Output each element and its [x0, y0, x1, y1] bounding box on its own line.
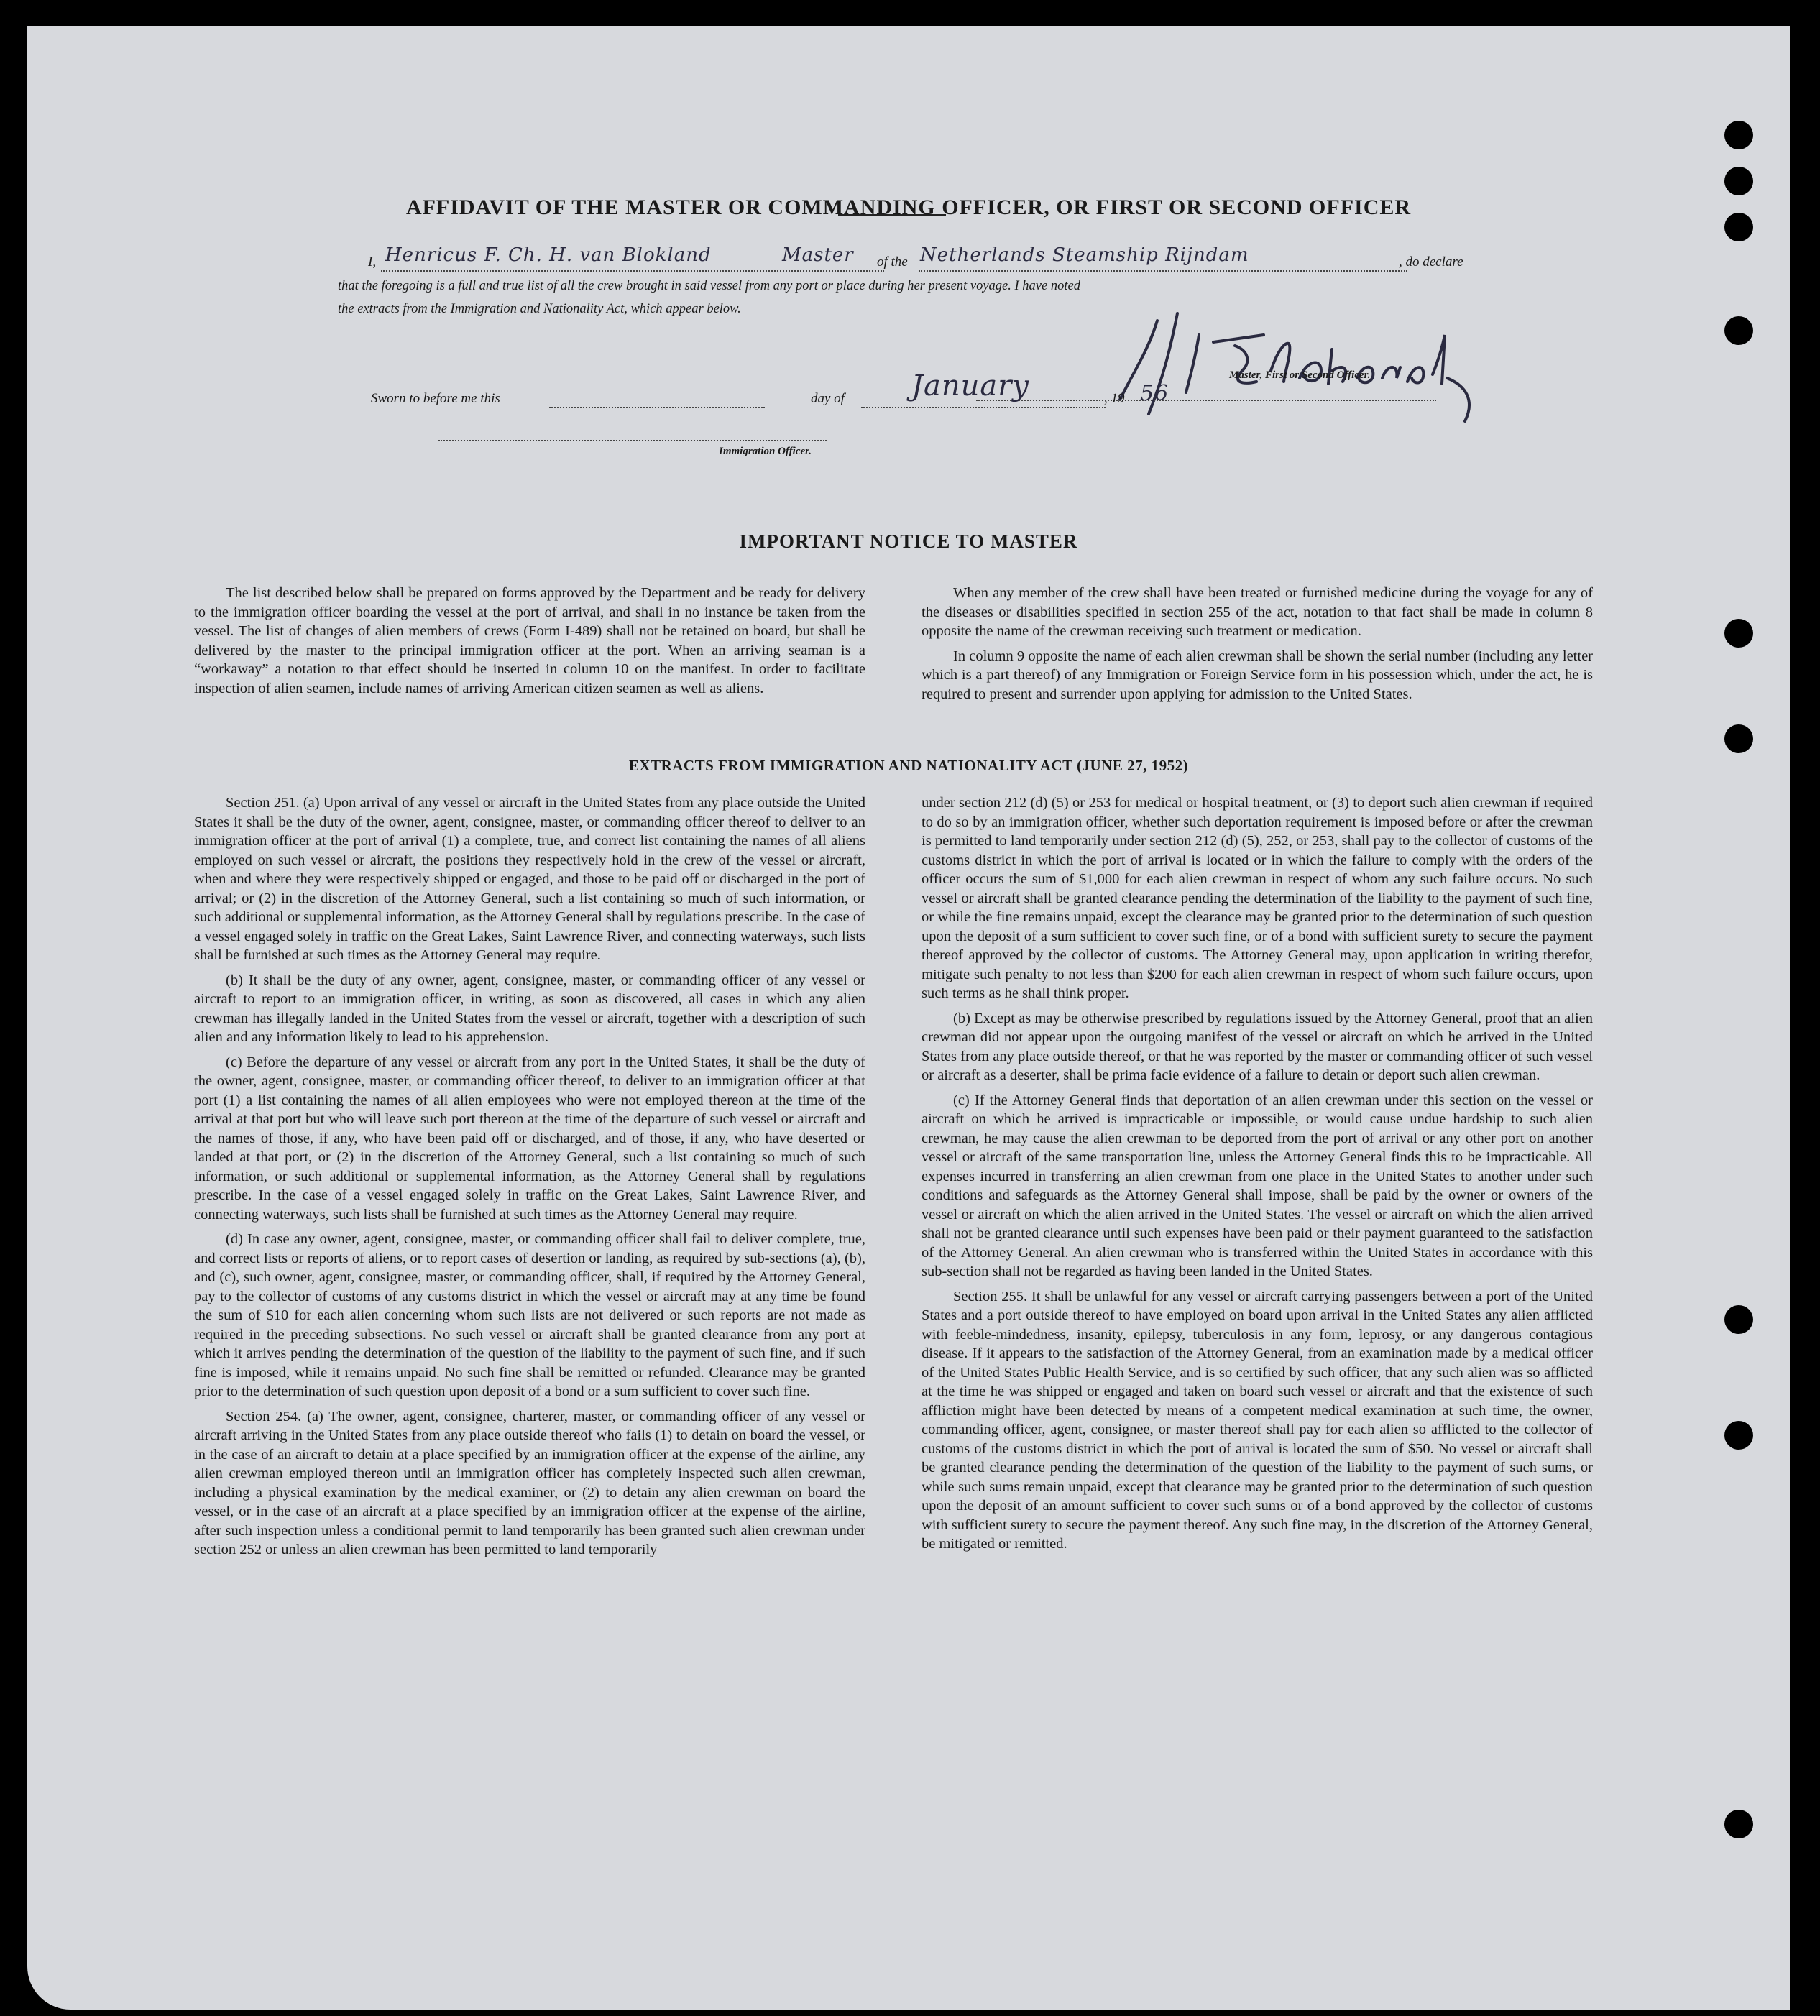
- notice-right-column: [922, 584, 1593, 709]
- section-paragraph: (d) In case any owner, agent, consignee, master, or commanding officer shall fail to deliver complete, true, and correct lists or reports of aliens, or to report cases of desertion or landing, as required by sub-sections (a), (b), and (c), such owner, agent, consignee, master, or commanding officer, shall, if required by the Attorney General, pay to the collector of customs of any customs district in which the vessel or aircraft may at any time be found the sum of $10 for each alien concerning whom such lists are not delivered or such reports are not made as required in the preceding subsections. No such vessel or aircraft shall be granted clearance from any port at which it arrives pending the determination of the question of the liability to the payment of such fine, and if such fine is imposed, while it remains unpaid. No such fine shall be remitted or refunded. Clearance may be granted prior to the determination of such question upon deposit of a bond or a sum sufficient to cover such fine.: [194, 1231, 865, 1399]
- notice-title: IMPORTANT NOTICE TO MASTER: [739, 530, 1078, 552]
- extracts-title: EXTRACTS FROM IMMIGRATION AND NATIONALITY ACT (JUNE 27, 1952): [628, 757, 1189, 774]
- sworn-day-line: [549, 407, 765, 408]
- extracts-right-column: [922, 793, 1593, 1560]
- declare-text: , do declare: [1399, 254, 1463, 270]
- vessel-name: Netherlands Steamship Rijndam: [920, 244, 1249, 266]
- section-paragraph: Section 251. (a) Upon arrival of any vessel or aircraft in the United States from any place outside the United States it shall be the duty of the owner, agent, consignee, master, or commanding officer thereof to deliver to an immigration officer at the port of arrival (1) a complete, true, and correct list containing the names of all aliens employed on such vessel or aircraft, the positions they respectively hold in the crew of the vessel or aircraft, when and where they were respectively shipped or engaged, and those to be paid off or discharged in the port of arrival; or (2) in the discretion of the Attorney General, such a list containing so much of such information, or such additional or supplemental information, as the Attorney General shall by regulations prescribe. In the case of a vessel engaged solely in traffic on the Great Lakes, Saint Lawrence River, and connecting waterways, such lists shall be furnished at such times as the Attorney General may require.: [194, 795, 865, 963]
- day-of-label: day of: [811, 391, 845, 406]
- sworn-label: Sworn to before me this: [371, 391, 500, 406]
- affidavit-line-2: that the foregoing is a full and true list of all the crew brought in said vessel from any port or place during her present voyage. I have noted: [338, 279, 1080, 293]
- affidavit-line-3: the extracts from the Immigration and Nationality Act, which appear below.: [338, 302, 741, 316]
- master-name: Henricus F. Ch. H. van Blokland: [385, 244, 712, 266]
- of-the-label: of the: [877, 254, 908, 270]
- section-paragraph: (b) It shall be the duty of any owner, agent, consignee, master, or commanding officer of any vessel or aircraft to report to an immigration officer, in writing, as soon as discovered, all cases in which any alien crewman has illegally landed in the United States from the vessel or aircraft, together with a description of such alien and any information likely to lead to his apprehension.: [194, 972, 865, 1045]
- punch-hole: [1724, 167, 1753, 195]
- punch-hole: [1724, 316, 1753, 345]
- year-handwritten: 56: [1140, 381, 1169, 406]
- extracts-left-column: [194, 793, 865, 1565]
- punch-hole: [1724, 724, 1753, 753]
- punch-hole: [1724, 1305, 1753, 1334]
- section-paragraph: (c) Before the departure of any vessel or aircraft from any port in the United States, it shall be the duty of the owner, agent, consignee, master, or commanding officer thereof, to deliver to an immigration officer at that port (1) a list containing the names of all alien employees who were not employed thereon at the time of the arrival at that port but who will leave such port thereon at the time of the departure of such vessel or aircraft and the names of those, if any, who have been paid off or discharged, and of those, if any, who have deserted or landed at that port, or (2) in the discretion of the Attorney General, such a list containing so much of such information, or such additional or supplemental information, as the Attorney General shall by regulations prescribe. In the case of a vessel engaged solely in traffic on the Great Lakes, Saint Lawrence River, and connecting waterways, such lists shall be furnished at such times as the Attorney General may require.: [194, 1054, 865, 1223]
- master-role: Master: [782, 244, 854, 266]
- title-rule: [838, 214, 946, 216]
- punch-hole: [1724, 619, 1753, 648]
- punch-hole: [1724, 1810, 1753, 1838]
- section-paragraph: Section 254. (a) The owner, agent, consignee, charterer, master, or commanding officer of any vessel or aircraft arriving in the United States from any place outside thereof who fails (1) to detain on board the vessel, or in the case of an aircraft to detain at a place specified by an immigration officer at the expense of the airline, any alien crewman employed thereon until an immigration officer has completely inspected such alien crewman, including a physical examination by the medical examiner, or (2) to detain any alien crewman on board the vessel, or in the case of an aircraft at a place specified by an immigration officer at the expense of the airline, after such inspection unless a conditional permit to land temporarily has been granted such alien crewman under section 252 or unless an alien crewman has been permitted to land temporarily: [194, 1408, 865, 1557]
- signature-label: Master, First or Second Officer.: [1229, 369, 1371, 381]
- officer-label: Immigration Officer.: [719, 446, 812, 457]
- name-line: [381, 270, 884, 272]
- document-page: [27, 26, 1790, 2010]
- signature-line: [976, 400, 1436, 401]
- notice-left-column: [194, 584, 865, 704]
- notice-paragraph: In column 9 opposite the name of each alien crewman shall be shown the serial number (including any letter which is a part thereof) of any Immigration or Foreign Service form in his possession which, under the act, he is required to present and surrender upon applying for admission to the United States.: [922, 648, 1593, 702]
- notice-paragraph: The list described below shall be prepared on forms approved by the Department and be ready for delivery to the immigration officer boarding the vessel at the port of arrival, and shall in no instance be taken from the vessel. The list of changes of alien members of crews (Form I-489) shall not be retained on board, but shall be delivered by the master to the principal immigration officer at the port. When an arriving seaman is a “workaway” a notation to that effect should be inserted in column 10 on the manifest. In order to facilitate inspection of alien seamen, include names of arriving American citizen seamen as well as aliens.: [194, 585, 865, 696]
- month-line: [861, 407, 1106, 408]
- punch-hole: [1724, 121, 1753, 149]
- punch-hole: [1724, 1421, 1753, 1450]
- section-paragraph: (c) If the Attorney General finds that deportation of an alien crewman under this section on the vessel or aircraft on which he arrived is impracticable or impossible, or would cause undue hardship to such alien crewman, he may cause the alien crewman to be deported from the port of arrival or any other port on another vessel or aircraft of the same transportation line, unless the Attorney General finds this to be impracticable. All expenses incurred in transferring an alien crewman from one place in the United States to another under such conditions and safeguards as the Attorney General shall impose, shall be paid by the owner or owners of the vessel or aircraft on which the alien arrived in the United States. The vessel or aircraft on which the alien arrived shall not be granted clearance until such expenses have been paid or their payment guaranteed to the satisfaction of the Attorney General. An alien crewman who is transferred within the United States in accordance with this sub-section shall not be regarded as having been landed in the United States.: [922, 1092, 1593, 1279]
- vessel-line: [919, 270, 1407, 272]
- handwritten-signature: [1091, 292, 1494, 428]
- year-prefix: , 19: [1104, 391, 1125, 406]
- officer-line: [438, 440, 827, 441]
- notice-paragraph: When any member of the crew shall have been treated or furnished medicine during the voyage for any of the diseases or disabilities specified in section 255 of the act, notation to that fact shall be made in column 8 opposite the name of the crewman receiving such treatment or medication.: [922, 585, 1593, 639]
- affidavit-title: AFFIDAVIT OF THE MASTER OR COMMANDING OFFICER, OR FIRST OR SECOND OFFICER: [405, 195, 1412, 219]
- section-paragraph: (b) Except as may be otherwise prescribed by regulations issued by the Attorney General, proof that an alien crewman did not appear upon the outgoing manifest of the vessel or aircraft on which he arrived in the United States from any place outside thereof, or that he was reported by the master or commanding officer of such vessel or aircraft as a deserter, shall be prima facie evidence of a failure to detain or deport such alien crewman.: [922, 1010, 1593, 1083]
- section-paragraph: under section 212 (d) (5) or 253 for medical or hospital treatment, or (3) to deport such alien crewman if required to do so by an immigration officer, whether such deportation requirement is imposed before or after the crewman is permitted to land temporarily under section 212 (d) (5), 252, or 253, shall pay to the collector of customs of the customs district in which the port of arrival is located or in which the failure to comply with the orders of the officer occurs the sum of $1,000 for each alien crewman in respect of whom any such failure occurs. No such vessel or aircraft shall be granted clearance pending the determination of the liability to the payment of such fine, or while the fine remains unpaid, except the clearance may be granted prior to the determination of such question upon the deposit of a sum sufficient to cover such fine, or of a bond with sufficient surety to secure the payment thereof approved by the collector of customs. The Attorney General may, upon application in writing therefor, mitigate such penalty to not less than $200 for each alien crewman in respect of whom such failure occurs, upon such terms as he shall think proper.: [922, 795, 1593, 1001]
- affidavit-prefix: I,: [368, 254, 377, 270]
- month-handwritten: January: [911, 369, 1029, 402]
- section-paragraph: Section 255. It shall be unlawful for any vessel or aircraft carrying passengers between a port of the United States and a port outside thereof to have employed on board upon arrival in the United States any alien afflicted with feeble-mindedness, insanity, epilepsy, tuberculosis in any form, leprosy, or any dangerous contagious disease. If it appears to the satisfaction of the Attorney General, from an examination made by a medical officer of the United States Public Health Service, and is so certified by such officer, that any such alien was so afflicted at the time he was shipped or engaged and taken on board such vessel or aircraft and that the existence of such affliction might have been detected by means of a competent medical examination at such time, the owner, commanding officer, agent, consignee, or master thereof shall pay for each alien so afflicted to the collector of customs of the customs district in which the port of arrival is located the sum of $50. No vessel or aircraft shall be granted clearance pending the determination of the question of the liability to the payment of such sums, or while such sums remain unpaid, except that clearance may be granted prior to the determination of such question upon the deposit of an amount sufficient to cover such sums or of a bond approved by the collector of customs with sufficient surety to secure the payment thereof. Any such fine may, in the discretion of the Attorney General, be mitigated or remitted.: [922, 1288, 1593, 1552]
